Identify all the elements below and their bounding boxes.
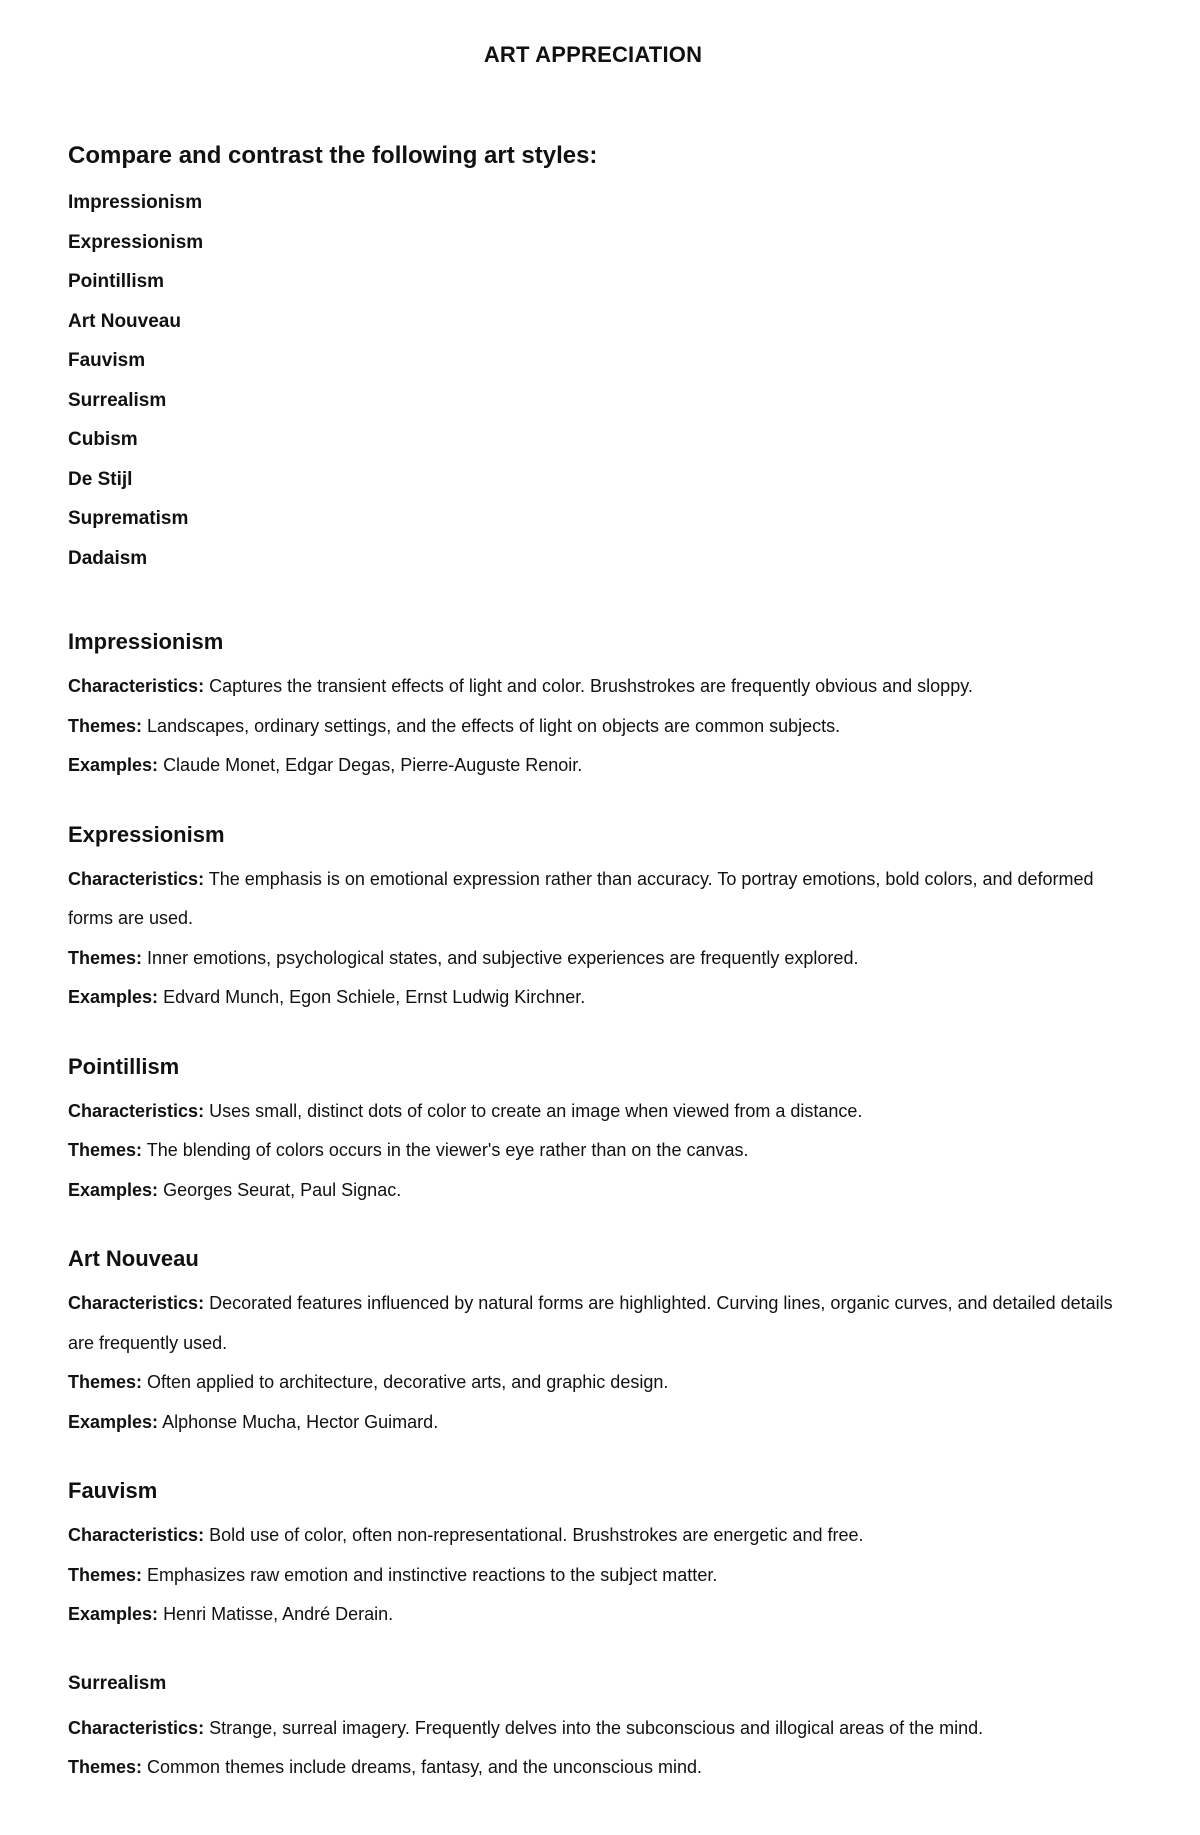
characteristics-text: Captures the transient effects of light and color. Brushstrokes are frequently obvious and sloppy. — [209, 676, 973, 696]
characteristics-line — [68, 1284, 1128, 1363]
list-item: Expressionism — [68, 231, 204, 253]
section-heading: Expressionism — [68, 821, 225, 847]
characteristics-label: Characteristics: — [68, 1525, 205, 1545]
characteristics-line — [68, 667, 1128, 707]
characteristics-label: Characteristics: — [68, 868, 205, 889]
characteristics-line — [68, 1516, 1128, 1556]
themes-line — [68, 1556, 1128, 1596]
examples-line — [68, 1403, 1128, 1443]
themes-text: Emphasizes raw emotion and instinctive reactions to the subject matter. — [147, 1564, 718, 1585]
themes-line — [68, 939, 1128, 979]
list-item: Cubism — [68, 429, 138, 450]
section-surrealism — [68, 1669, 1128, 1788]
prompt-heading: Compare and contrast the following art styles: — [68, 142, 598, 169]
section-impressionism — [68, 627, 1128, 786]
list-item: Surrealism — [68, 389, 167, 411]
list-item: Impressionism — [68, 192, 203, 213]
section-expressionism — [68, 820, 1128, 1018]
themes-label: Themes: — [68, 1372, 143, 1392]
list-item: Suprematism — [68, 508, 189, 529]
themes-text: Landscapes, ordinary settings, and the effects of light on objects are common subjects. — [147, 715, 841, 736]
examples-text: Henri Matisse, André Derain. — [163, 1604, 394, 1624]
characteristics-text: Strange, surreal imagery. Frequently delves into the subconscious and illogical areas of the mind. — [209, 1717, 984, 1738]
list-item: Pointillism — [68, 271, 165, 292]
themes-line — [68, 1363, 1128, 1403]
themes-label: Themes: — [68, 1140, 143, 1160]
characteristics-text: The emphasis is on emotional expression rather than accuracy. To portray emotions, bold colors, and deformed forms are used. — [68, 868, 1094, 928]
section-heading: Fauvism — [68, 1478, 158, 1503]
themes-text: Inner emotions, psychological states, and subjective experiences are frequently explored. — [147, 947, 859, 968]
examples-label: Examples: — [68, 987, 159, 1007]
themes-label: Themes: — [68, 715, 143, 736]
examples-line — [68, 1595, 1128, 1635]
characteristics-label: Characteristics: — [68, 1100, 205, 1121]
themes-text: The blending of colors occurs in the viewer's eye rather than on the canvas. — [146, 1140, 749, 1160]
themes-line — [68, 707, 1128, 747]
characteristics-label: Characteristics: — [68, 1717, 205, 1738]
examples-label: Examples: — [68, 1179, 159, 1200]
characteristics-text: Uses small, distinct dots of color to create an image when viewed from a distance. — [209, 1100, 863, 1121]
examples-label: Examples: — [68, 1411, 159, 1432]
examples-line — [68, 978, 1128, 1018]
themes-label: Themes: — [68, 947, 143, 968]
section-fauvism — [68, 1476, 1128, 1635]
section-pointillism — [68, 1052, 1128, 1211]
characteristics-label: Characteristics: — [68, 1293, 205, 1313]
characteristics-label: Characteristics: — [68, 676, 205, 696]
examples-label: Examples: — [68, 755, 159, 775]
art-styles-list — [68, 192, 203, 587]
section-heading: Pointillism — [68, 1053, 180, 1079]
list-item: Art Nouveau — [68, 310, 181, 332]
characteristics-text: Bold use of color, often non-representational. Brushstrokes are energetic and free. — [209, 1525, 864, 1545]
themes-text: Common themes include dreams, fantasy, and the unconscious mind. — [147, 1757, 702, 1777]
examples-text: Claude Monet, Edgar Degas, Pierre-Auguste Renoir. — [163, 755, 583, 775]
document-title: ART APPRECIATION — [483, 42, 703, 67]
examples-label: Examples: — [68, 1604, 159, 1624]
list-item: Fauvism — [68, 350, 146, 371]
examples-text: Edvard Munch, Egon Schiele, Ernst Ludwig Kirchner. — [163, 987, 586, 1007]
characteristics-line — [68, 1709, 1128, 1749]
examples-line — [68, 746, 1128, 786]
style-sections — [68, 627, 1128, 1822]
themes-text: Often applied to architecture, decorative arts, and graphic design. — [147, 1372, 669, 1392]
section-heading: Impressionism — [68, 629, 224, 654]
characteristics-line — [68, 860, 1128, 939]
list-item: De Stijl — [68, 468, 133, 490]
list-item: Dadaism — [68, 547, 148, 569]
examples-text: Georges Seurat, Paul Signac. — [163, 1179, 402, 1200]
section-art-nouveau — [68, 1244, 1128, 1442]
examples-line — [68, 1171, 1128, 1211]
themes-line — [68, 1131, 1128, 1171]
themes-line — [68, 1748, 1128, 1788]
section-heading: Art Nouveau — [68, 1246, 199, 1271]
themes-label: Themes: — [68, 1564, 143, 1585]
characteristics-text: Decorated features influenced by natural forms are highlighted. Curving lines, organic curves, and detailed details are frequently used. — [68, 1293, 1113, 1353]
examples-text: Alphonse Mucha, Hector Guimard. — [162, 1411, 439, 1432]
characteristics-line — [68, 1092, 1128, 1132]
themes-label: Themes: — [68, 1757, 143, 1777]
section-heading: Surrealism — [68, 1672, 167, 1694]
